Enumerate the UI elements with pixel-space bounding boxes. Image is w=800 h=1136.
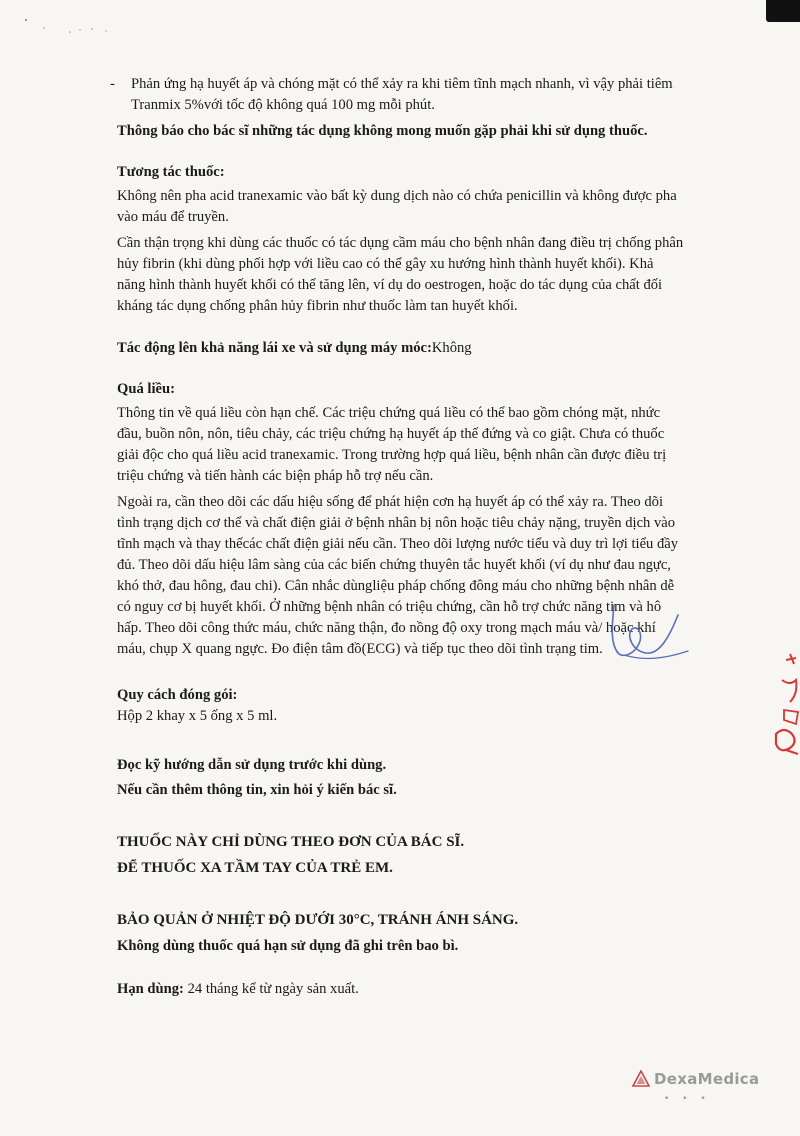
shelf-life-value: 24 tháng kể từ ngày sản xuất. bbox=[187, 981, 359, 997]
text-line: triệu chứng và tiến hành các biện pháp hỗ trợ nếu cần. bbox=[117, 468, 434, 484]
text-line: đầu, buồn nôn, nôn, tiêu chảy, các triệu chứng hạ huyết áp thế đứng và co giật. Chưa có thuốc bbox=[117, 426, 665, 442]
driving-value: Không bbox=[431, 340, 472, 356]
text-line: hấp. Theo dõi công thức máu, chức năng thận, đo nồng độ oxy trong mạch máu và/ hoặc khí bbox=[117, 620, 656, 636]
warning-prescription-only: THUỐC NÀY CHỈ DÙNG THEO ĐƠN CỦA BÁC SĨ. bbox=[117, 834, 465, 850]
packaging-value: Hộp 2 khay x 5 ống x 5 ml. bbox=[117, 708, 278, 724]
text-line: tĩnh mạch và thay thếcác chất điện giải nếu cần. Theo dõi lượng nước tiểu và duy trì lợi tiểu đầy bbox=[117, 536, 679, 552]
side-effect-line-2: Tranmix 5%với tốc độ không quá 100 mg mỗi phút. bbox=[131, 97, 435, 113]
bullet-marker: - bbox=[110, 76, 115, 92]
text-line: hủy fibrin (khi dùng phối hợp với liều cao có thể gây xu hướng hình thành huyết khối). Khả bbox=[117, 256, 654, 272]
text-line: có nguy cơ bị huyết khối. Ở những bệnh nhân có triệu chứng, cần hỗ trợ chức năng tim và hô bbox=[117, 599, 662, 615]
text-line: tình trạng dịch cơ thể và chất điện giải ở bệnh nhân bị nôn hoặc tiêu chảy nặng, truyền dịch vào bbox=[117, 515, 676, 531]
scan-artifact-corner bbox=[766, 0, 800, 22]
triangle-logo-icon bbox=[632, 1070, 650, 1088]
warning-keep-from-children: ĐỂ THUỐC XA TẦM TAY CỦA TRẺ EM. bbox=[117, 860, 393, 876]
overdose-paragraph-2 bbox=[117, 492, 757, 660]
text-line: Thông tin về quá liều còn hạn chế. Các triệu chứng quá liều có thể bao gồm chóng mặt, nhức bbox=[117, 405, 661, 421]
text-line: kháng tác dụng chống phân hủy fibrin như thuốc làm tan huyết khối. bbox=[117, 298, 518, 314]
text-line: năng hình thành huyết khối có thể tăng lên, ví dụ do oestrogen, hoặc do tác dụng của chất đối bbox=[117, 277, 663, 293]
text-line: giải độc cho quá liều acid tranexamic. Trong trường hợp quá liều, bệnh nhân cần được điều trị bbox=[117, 447, 667, 463]
text-line: Không nên pha acid tranexamic vào bất kỳ dung dịch nào có chứa penicillin và không được pha bbox=[117, 188, 677, 204]
shelf-life bbox=[117, 979, 757, 1000]
text-line: máu, chụp X quang ngực. Đo điện tâm đồ(ECG) và tiếp tục theo dõi tình trạng tim. bbox=[117, 641, 603, 657]
interactions-paragraph-1 bbox=[117, 186, 757, 228]
side-effect-bullet bbox=[110, 74, 757, 116]
document-content bbox=[110, 74, 757, 1000]
side-effect-line-1: Phản ứng hạ huyết áp và chóng mặt có thể xảy ra khi tiêm tĩnh mạch nhanh, vì vậy phải tiêm bbox=[131, 76, 673, 92]
text-line: Ngoài ra, cần theo dõi các dấu hiệu sống để phát hiện cơn hạ huyết áp có thể xảy ra. Theo dõi bbox=[117, 494, 664, 510]
text-line: đủ. Theo dõi dấu hiệu lâm sàng của các biến chứng thuyên tắc huyết khối (ví dụ như đau ngực, bbox=[117, 557, 671, 573]
driving-label: Tác động lên khả năng lái xe và sử dụng máy móc: bbox=[117, 340, 432, 356]
overdose-heading: Quá liều: bbox=[117, 381, 175, 397]
logo-dots: • • • bbox=[664, 1094, 711, 1104]
advice-line-1: Đọc kỹ hướng dẫn sử dụng trước khi dùng. bbox=[117, 757, 387, 773]
text-line: khó thở, đau hông, đau chi). Cân nhắc dùngliệu pháp chống đông máu cho những bệnh nhân dễ bbox=[117, 578, 675, 594]
interactions-paragraph-2 bbox=[117, 233, 757, 317]
company-logo bbox=[632, 1066, 762, 1092]
interactions-heading: Tương tác thuốc: bbox=[117, 164, 225, 180]
side-effect-notice: Thông báo cho bác sĩ những tác dụng không mong muốn gặp phải khi sử dụng thuốc. bbox=[117, 123, 648, 139]
scan-specks bbox=[22, 18, 122, 48]
overdose-paragraph-1 bbox=[117, 403, 757, 487]
storage-conditions: BẢO QUẢN Ở NHIỆT ĐỘ DƯỚI 30°C, TRÁNH ÁNH SÁNG. bbox=[117, 912, 519, 928]
text-line: Cần thận trọng khi dùng các thuốc có tác dụng cầm máu cho bệnh nhân đang điều trị chống phân bbox=[117, 235, 684, 251]
driving-section bbox=[117, 338, 757, 359]
text-line: vào máu để truyền. bbox=[117, 209, 229, 225]
shelf-life-label: Hạn dùng: bbox=[117, 981, 184, 997]
company-logo-text: DexaMedica bbox=[654, 1070, 760, 1088]
stamp-fragment bbox=[760, 650, 800, 760]
expiry-warning: Không dùng thuốc quá hạn sử dụng đã ghi trên bao bì. bbox=[117, 938, 459, 954]
packaging-heading: Quy cách đóng gói: bbox=[117, 687, 238, 703]
advice-line-2: Nếu cần thêm thông tin, xin hỏi ý kiến bác sĩ. bbox=[117, 782, 397, 798]
